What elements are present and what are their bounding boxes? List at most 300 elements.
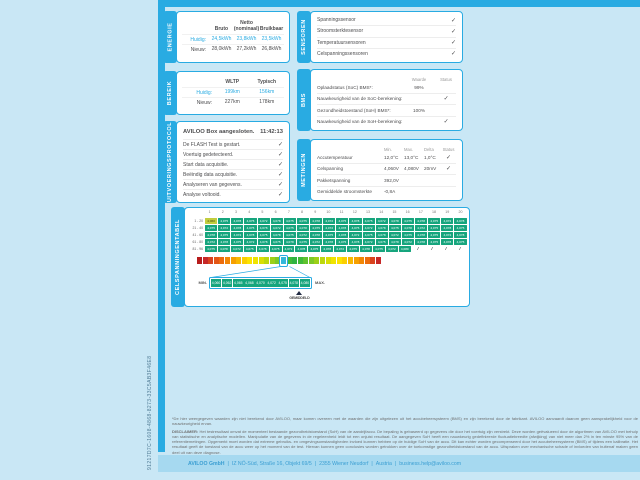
gradient-segment [208,257,213,264]
value-row [182,88,284,98]
voltage-cell: 4,075 [323,232,335,238]
voltage-cell: 4,072 [258,218,270,224]
section-tab-metingen-label: METINGEN [301,153,308,187]
cell-not-present [412,247,424,250]
voltage-cell: 4,072 [310,239,322,245]
bms-table [311,70,462,130]
sensor-row [317,49,456,59]
bms-value: 99% [414,84,424,90]
voltage-cell: 4,075 [310,225,322,231]
footer-separator: | [227,460,229,467]
gradient-segment [259,257,264,264]
column-header: Waarde [411,77,427,82]
voltage-cell: 4,075 [336,218,348,224]
voltage-cell: 4,072 [244,239,256,245]
disclaimer-text [172,429,638,455]
column-header: Max. [404,147,414,152]
check-icon: ✓ [445,166,452,173]
section-tab-bereik [163,71,177,115]
voltage-cell: 4,072 [283,246,295,252]
check-icon: ✓ [450,40,456,47]
voltage-cell: 4,075 [308,246,320,252]
gradient-segment [314,257,319,264]
cell-column-number: 4 [248,210,251,214]
footer-part: IZ NÖ-Süd, Straße 16, Objekt 69/5 [231,460,312,467]
gradient-segment [225,257,230,264]
check-icon: ✓ [277,182,283,188]
company-name: AVILOO GmbH [188,460,225,467]
voltage-cell: 4,075 [428,225,440,231]
voltage-cell: 4,072 [218,225,230,231]
disclaimer-block [172,416,638,457]
cell-voltage-panel [184,207,470,307]
voltage-cell: 4,078 [454,232,466,238]
meting-delta: 1,0°C [424,154,436,160]
voltage-cell: 4,072 [389,232,401,238]
column-header: Min. [384,147,392,152]
voltage-cell: 4,075 [284,232,296,238]
gradient-segment [242,257,247,264]
meting-label: Accutemperatuur [317,154,353,160]
section-tab-metingen [297,139,311,201]
column-header: Bruto [214,26,229,32]
voltage-cell: 4,075 [428,232,440,238]
protocol-step-row [183,140,283,150]
protocol-panel [176,121,290,203]
cell-row-label: 81 - 96 [192,246,203,251]
footer-separator: | [371,460,373,467]
voltage-cell: 4,075 [258,232,270,238]
voltage-cell: 4,078 [389,239,401,245]
protocol-step-label: Analyseren van gegevens. [183,181,242,188]
zoom-voltage-cell: 4,075 [278,280,287,285]
column-header: Status [442,147,455,152]
gradient-segment [203,257,208,264]
voltage-cell: 4,072 [363,239,375,245]
cell-table-column-numbers [203,210,467,214]
check-icon: ✓ [277,142,283,148]
gradient-segment [354,257,359,264]
gradient-segment [197,257,202,264]
value-row [182,35,284,45]
voltage-cell: 4,078 [310,232,322,238]
voltage-cell: 4,078 [415,239,427,245]
voltage-cell: 4,075 [363,218,375,224]
voltage-cell: 4,075 [297,239,309,245]
voltage-cell: 4,078 [349,239,361,245]
voltage-cell: 4,072 [363,225,375,231]
cell-row-cells [205,224,468,231]
gradient-segment [331,257,336,264]
energie-table [177,12,289,62]
table-row [187,224,467,231]
bms-row [317,82,456,94]
value-cell: 27,2kWh [236,46,257,52]
voltage-cell: 4,072 [323,225,335,231]
protocol-step-row [183,180,283,190]
protocol-list [177,122,289,202]
voltage-cell: 4,075 [244,246,256,252]
voltage-cell: 4,078 [257,246,269,252]
voltage-cell: 4,075 [284,225,296,231]
voltage-cell: 4,078 [376,225,388,231]
footnote-text: *De hier weergegeven waarden zijn niet berekend door AVILOO, maar komen overeen met de waarden die zijn uitgelezen uit het accubeheersysteem (BMS) en zijn berekend door de fabrikant. AVILOO aanvaardt daarom geen aansprakelijkheid voor de nauwkeurigheid ervan. [172,416,638,427]
voltage-cell: 4,072 [386,246,398,252]
cell-not-present [440,247,452,250]
bereik-panel [176,71,290,115]
cell-voltage-table [187,217,467,252]
footer-bar [158,455,640,472]
gradient-segment [253,257,258,264]
section-tab-celspanningentabel [171,207,185,307]
voltage-cell: 4,075 [218,232,230,238]
average-marker-label: GEMIDDELD [289,296,310,300]
value-cell: 23,8kWh [236,36,257,42]
voltage-cell: 4,078 [284,239,296,245]
check-icon: ✓ [277,192,283,198]
meting-max: 13,0°C [404,154,419,160]
voltage-cell: 4,078 [258,239,270,245]
voltage-cell: 4,078 [415,218,427,224]
section-tab-bms [297,69,311,131]
voltage-cell: 4,078 [295,246,307,252]
column-header: Typisch [257,79,277,86]
column-header-row [182,20,284,36]
voltage-cell: 4,072 [231,232,243,238]
zoom-voltage-cell: 4,068 [245,280,254,285]
voltage-cell: 4,072 [402,239,414,245]
voltage-cell: 4,078 [231,225,243,231]
voltage-cell: 4,075 [284,218,296,224]
max-label: MAX. [315,280,325,285]
bms-label: Nauwkeurigheid van de SoH-berekening: [317,119,403,125]
meting-label: Pakketspanning [317,177,351,183]
meting-min: 392,0V [384,177,399,183]
column-header-row [317,73,456,82]
sensoren-panel [310,11,463,63]
column-header-row [317,143,456,152]
voltage-cell: 4,072 [323,218,335,224]
voltage-cell: 4,078 [297,225,309,231]
voltage-cell: 4,078 [258,225,270,231]
voltage-cell: 4,075 [389,225,401,231]
gradient-segment [247,257,252,264]
voltage-cell: 4,075 [347,246,359,252]
value-cell: 26,8kWh [261,46,282,52]
voltage-cell: 4,075 [271,239,283,245]
zoom-voltage-cell: 4,078 [289,280,299,285]
check-icon: ✓ [445,154,452,161]
zoom-voltage-cell: 4,072 [267,280,276,285]
check-icon: ✓ [443,96,449,103]
voltage-cell: 4,072 [271,225,283,231]
voltage-cell: 4,075 [402,218,414,224]
metingen-table [311,140,462,200]
voltage-cell: 4,072 [205,239,217,245]
voltage-cell: 4,078 [218,239,230,245]
protocol-step-row [183,160,283,170]
voltage-zoom-strip [209,277,312,289]
voltage-cell: 4,075 [402,232,414,238]
check-icon: ✓ [277,162,283,168]
row-label: Huidig: [196,89,212,96]
cell-column-number: 2 [221,210,224,214]
zoom-voltage-cell: 4,070 [256,280,265,285]
table-row [187,245,467,252]
check-icon: ✓ [450,17,456,24]
protocol-step-row [183,170,283,180]
gradient-segment [236,257,241,264]
voltage-cell: 4,078 [321,246,333,252]
protocol-title: AVILOO Box aangesloten. [183,129,255,135]
value-cell: 28,0kWh [211,46,232,52]
gradient-segment [214,257,219,264]
value-row [182,45,284,54]
cell-row-label: 1 - 20 [194,218,203,223]
bms-row [317,105,456,117]
voltage-cell: 4,075 [363,232,375,238]
voltage-cell: 4,075 [218,218,230,224]
meting-min: 4,060V [384,166,399,172]
section-tab-energie [163,11,177,63]
zoom-voltage-cell: 4,080 [300,280,310,285]
section-tab-bms-label: BMS [301,92,307,108]
meting-delta: 20mV [424,166,437,172]
meting-row [317,164,456,176]
cell-column-number: 10 [326,210,331,214]
voltage-cell: 4,075 [349,225,361,231]
cell-column-number: 14 [379,210,384,214]
cell-column-number: 20 [458,210,463,214]
voltage-cell: 4,075 [270,246,282,252]
bms-label: Oplaadstatus (SoC) BMS*: [317,84,373,90]
check-icon: ✓ [450,28,456,35]
sensor-label: Celspanningssensoren [317,50,368,57]
voltage-cell: 4,078 [218,246,230,252]
voltage-cell: 4,075 [376,239,388,245]
cell-column-number: 5 [261,210,264,214]
table-row [187,217,467,224]
voltage-cell: 4,078 [402,225,414,231]
voltage-cell: 4,072 [349,232,361,238]
cell-column-number: 3 [235,210,237,214]
protocol-steps [183,140,283,199]
meting-row [317,152,456,164]
voltage-cell: 4,075 [336,239,348,245]
meting-min: 12,0°C [384,154,399,160]
document-id: 91217D7C-1608-4868-8273-33C5AB3F46E8 [147,355,153,470]
protocol-step-label: De FLASH Test is gestart. [183,141,241,148]
voltage-cell: 4,078 [323,239,335,245]
voltage-cell: 4,078 [244,232,256,238]
footer-separator: | [314,460,317,467]
meting-label: Gemiddelde stroomsterkte [317,189,372,195]
column-header: Status [440,77,452,82]
table-row [187,231,467,238]
gradient-segment [365,257,370,264]
value-cell: 178km [259,99,275,106]
voltage-cell: 4,078 [336,232,348,238]
voltage-cell: 4,075 [373,246,385,252]
cell-column-number: 13 [366,210,371,214]
footer-part: Austria [375,460,392,467]
cell-row-cells [205,238,468,245]
row-label: Nieuw: [196,99,212,106]
bereik-table [177,72,289,114]
cell-column-number: 6 [274,210,277,214]
left-accent-bar [158,0,165,452]
voltage-cell: 4,075 [454,225,466,231]
cell-column-number: 1 [208,210,211,214]
column-header-row [182,79,284,89]
voltage-cell: 4,078 [271,218,283,224]
row-label: Huidig: [190,36,206,43]
meting-row [317,175,456,187]
metingen-panel [310,139,463,201]
voltage-cell: 4,075 [231,239,243,245]
section-tab-bereik-label: BEREIK [167,80,174,106]
voltage-cell: 4,078 [336,225,348,231]
zoom-voltage-cell: 4,065 [234,280,243,285]
cell-row-cells [205,217,468,224]
voltage-cell: 4,078 [310,218,322,224]
cell-row-label: 21 - 40 [192,225,203,230]
section-tab-uitvoeringsprotocol [163,121,177,203]
gradient-segment [219,257,224,264]
bms-label: Gezondheidstoestand (SoH) BMS*: [317,107,391,113]
voltage-distribution-bar [197,257,381,264]
gradient-segment [348,257,353,264]
voltage-cell: 4,078 [360,246,372,252]
voltage-cell: 4,075 [244,225,256,231]
cell-column-number: 16 [405,210,410,214]
gradient-segment [359,257,364,264]
value-row [182,98,284,107]
cell-row-cells [205,231,468,238]
voltage-cell: 4,072 [297,232,309,238]
voltage-cell: 4,075 [205,246,217,252]
voltage-cell: 4,078 [231,218,243,224]
disclaimer-body: Het testresultaat omvat de momenteel bestaande gezondheidstoestand (SoH) van de aandrijfaccu. De bepaling is gebaseerd op gegevens die door het voertuig zijn verstrekt. Deze worden geëvalueerd door de algoritmen van AVILOO met behulp van statistische en analytische modellen. Manipulatie van de gegevens in de regeleenheid leidt tot een onjuist resultaat. De aangegeven SoH heeft een nauwkeurig gedefinieerde fluctuatiebreedte (afwijking) van niet meer dan 2% in ten minste 95% van de referentiemetingen. Opgemerkt moet worden dat extreme gebruiks- en omgevingsomstandigheden invloed kunnen hebben op de huidige SoH van de accu. Dit kan echter worden gecompenseerd door het accubeheersysteem (BMS) of tijdens een kalibratie. Het resultaat geeft de toestand van de accu weer op het moment van de test. Hiervan kunnen geen conclusies worden getrokken over de toekomstige gezondheidstoestand van de accu. Uitspraken over mechanische schade of invloeden van buitenaf maken geen deel uit van deze diagnose. [172,428,638,455]
value-cell: 156km [259,89,275,96]
voltage-cell: 4,078 [415,232,427,238]
cell-column-number: 19 [445,210,450,214]
zoom-voltage-cell: 4,062 [222,280,232,285]
voltage-cell: 4,078 [205,232,217,238]
voltage-cell: 4,075 [428,239,440,245]
voltage-cell: 4,078 [441,239,453,245]
voltage-cell: 4,075 [205,225,217,231]
gradient-segment [337,257,342,264]
gradient-segment [370,257,375,264]
cell-row-label: 61 - 80 [192,239,203,244]
protocol-step-row [183,190,283,199]
sensor-label: Spanningssensor [317,17,356,24]
bms-panel [310,69,463,131]
gradient-segment [298,257,303,264]
gradient-segment [342,257,347,264]
voltage-cell-min: 4,060 [205,218,217,224]
voltage-cell: 4,072 [441,218,453,224]
footer-part: business.help@aviloo.com [399,460,462,467]
voltage-cell: 4,075 [297,218,309,224]
cell-column-number: 11 [339,210,344,214]
column-header: WLTP [225,79,240,86]
gradient-segment [320,257,325,264]
gradient-segment [270,257,275,264]
cell-row-label: 41 - 60 [192,232,203,237]
cell-column-number: 15 [392,210,397,214]
value-cell: 23,5kWh [261,36,282,42]
cell-column-number: 17 [418,210,423,214]
section-tab-uitvoeringsprotocol-label: UITVOERINGSPROTOCOL [167,121,174,203]
top-accent-bar [158,0,640,7]
section-tab-sensoren [297,11,311,63]
voltage-cell: 4,072 [376,218,388,224]
section-tab-energie-label: ENERGIE [167,22,173,52]
protocol-step-label: Voertuig gedetecteerd. [183,151,234,158]
sensor-row [317,15,456,26]
voltage-cell: 4,078 [441,225,453,231]
energie-panel [176,11,290,63]
voltage-cell: 4,075 [454,239,466,245]
meting-min: -0,8A [384,189,396,195]
voltage-cell: 4,072 [441,232,453,238]
distribution-highlight-box [279,255,288,267]
meting-max: 4,080V [404,166,419,172]
column-header: Bruikbaar [259,26,284,32]
voltage-cell: 4,072 [231,246,243,252]
sensor-label: Stroomsterktesensor [317,28,364,35]
footer-part: 2355 Wiener Neudorf [319,460,369,467]
row-label: Nieuw: [190,46,206,53]
protocol-step-label: Beëindig data acquisitie. [183,171,238,178]
voltage-cell: 4,078 [454,218,466,224]
voltage-cell: 4,078 [271,232,283,238]
cell-column-number: 12 [352,210,357,214]
min-label: MIN. [198,280,207,285]
check-icon: ✓ [277,152,283,158]
sensor-row [317,26,456,37]
section-tab-celspanningentabel-label: CELSPANNINGENTABEL [175,219,181,295]
gradient-segment [231,257,236,264]
bms-row [317,117,456,128]
disclaimer-title: DISCLAIMER: [172,428,199,434]
column-header: Netto (nominaal) [233,20,260,32]
cell-row-cells [205,245,468,252]
gradient-segment [376,257,381,264]
gradient-segment [292,257,297,264]
check-icon: ✓ [450,51,456,58]
footer-separator: | [394,460,397,467]
voltage-cell: 4,080 [399,246,411,252]
voltage-cell: 4,075 [428,218,440,224]
check-icon: ✓ [443,119,449,126]
meting-row [317,187,456,198]
voltage-cell: 4,072 [415,225,427,231]
protocol-step-label: Start data acquisitie. [183,161,229,168]
table-row [187,238,467,245]
voltage-cell: 4,078 [389,218,401,224]
section-tab-sensoren-label: SENSOREN [301,19,308,55]
value-cell: 199km [224,89,240,96]
value-cell: 227km [224,99,240,106]
cell-column-number: 18 [432,210,437,214]
cell-not-present [426,247,438,250]
bms-value: 100% [413,107,425,113]
gradient-segment [303,257,308,264]
average-marker-icon [296,291,302,295]
